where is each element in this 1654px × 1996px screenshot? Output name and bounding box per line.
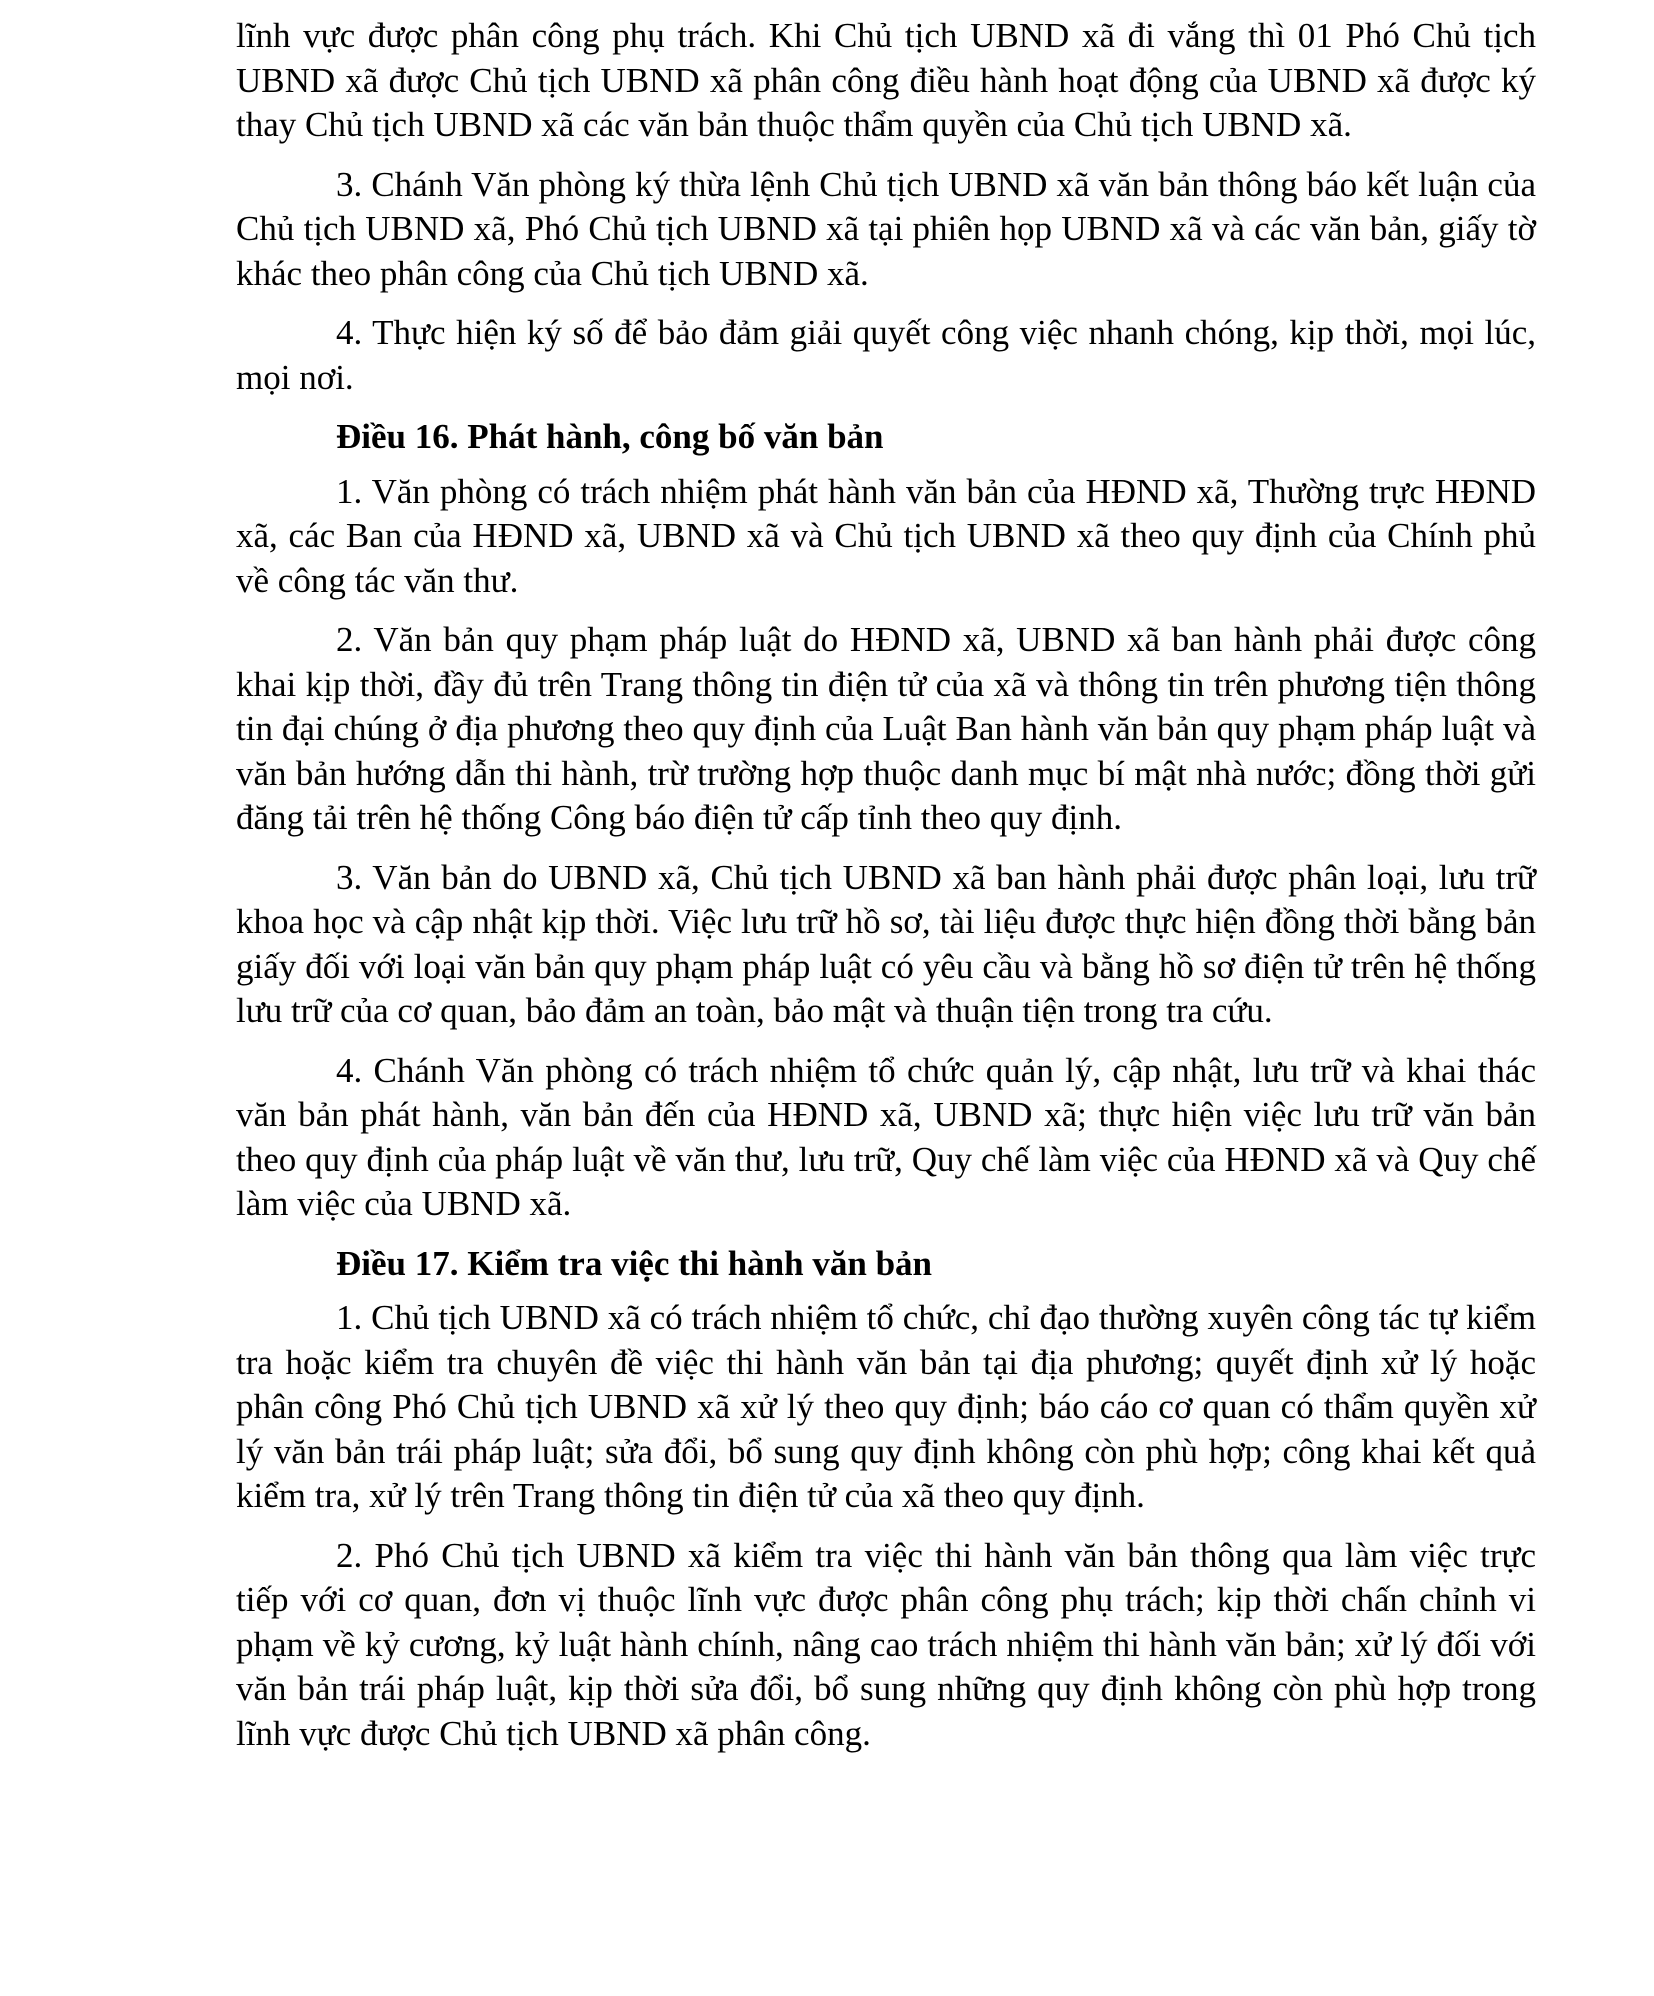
article-16-clause-2: 2. Văn bản quy phạm pháp luật do HĐND xã, UBND xã ban hành phải được công khai kịp thời, đầy đủ trên Trang thông tin điện tử của xã và thông tin trên phương tiện thông tin đại chúng ở địa phương theo quy định của Luật Ban hành văn bản quy phạm pháp luật và văn bản hướng dẫn thi hành, trừ trường hợp thuộc danh mục bí mật nhà nước; đồng thời gửi đăng tải trên hệ thống Công báo điện tử cấp tỉnh theo quy định. [236, 620, 1536, 837]
paragraph-clause-3: 3. Chánh Văn phòng ký thừa lệnh Chủ tịch UBND xã văn bản thông báo kết luận của Chủ tịch UBND xã, Phó Chủ tịch UBND xã tại phiên họp UBND xã và các văn bản, giấy tờ khác theo phân công của Chủ tịch UBND xã. [236, 164, 1536, 293]
article-17-heading: Điều 17. Kiểm tra việc thi hành văn bản [336, 1243, 933, 1283]
document-body [236, 14, 1536, 1771]
article-17-clause-1: 1. Chủ tịch UBND xã có trách nhiệm tổ chức, chỉ đạo thường xuyên công tác tự kiểm tra hoặc kiểm tra chuyên đề việc thi hành văn bản tại địa phương; quyết định xử lý hoặc phân công Phó Chủ tịch UBND xã xử lý theo quy định; báo cáo cơ quan có thẩm quyền xử lý văn bản trái pháp luật; sửa đổi, bổ sung quy định không còn phù hợp; công khai kết quả kiểm tra, xử lý trên Trang thông tin điện tử của xã theo quy định. [236, 1298, 1536, 1515]
article-17-clause-2: 2. Phó Chủ tịch UBND xã kiểm tra việc thi hành văn bản thông qua làm việc trực tiếp với cơ quan, đơn vị thuộc lĩnh vực được phân công phụ trách; kịp thời chấn chỉnh vi phạm về kỷ cương, kỷ luật hành chính, nâng cao trách nhiệm thi hành văn bản; xử lý đối với văn bản trái pháp luật, kịp thời sửa đổi, bổ sung những quy định không còn phù hợp trong lĩnh vực được Chủ tịch UBND xã phân công. [236, 1535, 1536, 1753]
article-16-clause-1: 1. Văn phòng có trách nhiệm phát hành văn bản của HĐND xã, Thường trực HĐND xã, các Ban của HĐND xã, UBND xã và Chủ tịch UBND xã theo quy định của Chính phủ về công tác văn thư. [236, 471, 1536, 600]
paragraph-continuation: lĩnh vực được phân công phụ trách. Khi Chủ tịch UBND xã đi vắng thì 01 Phó Chủ tịch UBND xã được Chủ tịch UBND xã phân công điều hành hoạt động của UBND xã được ký thay Chủ tịch UBND xã các văn bản thuộc thẩm quyền của Chủ tịch UBND xã. [236, 16, 1536, 144]
article-16-heading: Điều 16. Phát hành, công bố văn bản [336, 417, 884, 456]
paragraph-clause-4: 4. Thực hiện ký số để bảo đảm giải quyết công việc nhanh chóng, kịp thời, mọi lúc, mọi nơi. [236, 313, 1536, 397]
article-16-clause-4: 4. Chánh Văn phòng có trách nhiệm tổ chức quản lý, cập nhật, lưu trữ và khai thác văn bản phát hành, văn bản đến của HĐND xã, UBND xã; thực hiện việc lưu trữ văn bản theo quy định của pháp luật về văn thư, lưu trữ, Quy chế làm việc của HĐND xã và Quy chế làm việc của UBND xã. [236, 1050, 1536, 1223]
article-16-clause-3: 3. Văn bản do UBND xã, Chủ tịch UBND xã ban hành phải được phân loại, lưu trữ khoa học và cập nhật kịp thời. Việc lưu trữ hồ sơ, tài liệu được thực hiện đồng thời bằng bản giấy đối với loại văn bản quy phạm pháp luật có yêu cầu và bằng hồ sơ điện tử trên hệ thống lưu trữ của cơ quan, bảo đảm an toàn, bảo mật và thuận tiện trong tra cứu. [236, 857, 1536, 1030]
